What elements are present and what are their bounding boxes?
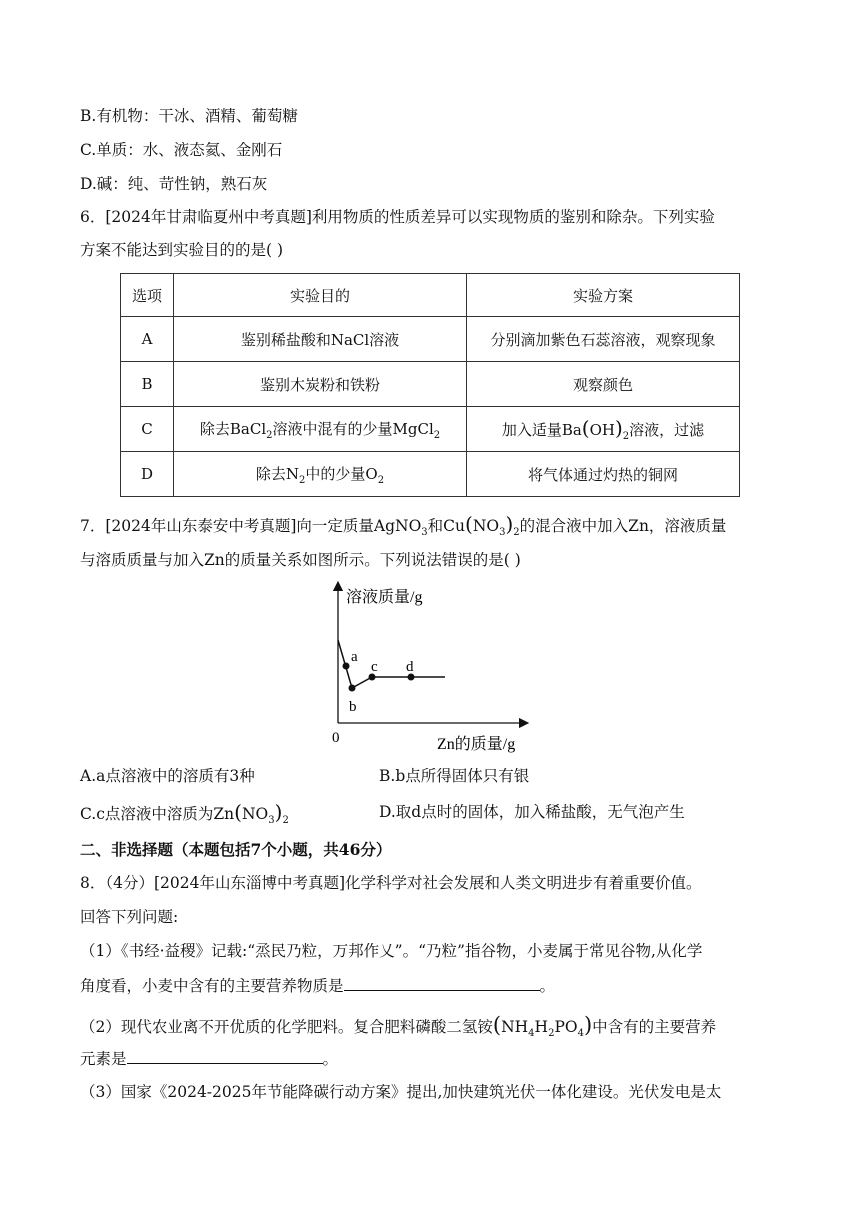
q8-part2-line2 [80, 1048, 338, 1069]
y-axis-label: 溶液质量/g [346, 589, 423, 606]
subscript: 3 [499, 527, 506, 539]
table-cell: 鉴别木炭粉和铁粉 [174, 362, 467, 407]
option-q7-c: C.c点溶液中溶质为$Zn(NO_3)_2$ [80, 800, 289, 827]
table-row [121, 362, 740, 407]
table-header: 实验目的 [174, 274, 467, 317]
q8-part1-line2 [80, 975, 555, 996]
q8-stem-line2: 回答下列问题: [80, 908, 179, 926]
option-q7-d: D.取d点时的固体，加入稀盐酸，无气泡产生 [379, 803, 685, 821]
table-header: 实验方案 [467, 274, 740, 317]
stem-text: 和Cu [427, 517, 466, 535]
subscript: 2 [513, 527, 520, 539]
subscript: 2 [282, 815, 289, 827]
table-cell [174, 407, 467, 452]
formula: PO [554, 1018, 578, 1036]
q8-part3-line1: （3）国家《2024-2025年节能降碳行动方案》提出,加快建筑光伏一体化建设。光伏发电是太 [80, 1083, 722, 1101]
table-cell: C [121, 407, 174, 452]
table-cell: 观察颜色 [467, 362, 740, 407]
cell-text: 除去BaCl [199, 419, 267, 438]
answer-blank[interactable] [127, 1048, 323, 1064]
subscript: 2 [548, 1028, 555, 1040]
point-d-label: d [406, 659, 414, 675]
formula: H [534, 1018, 549, 1036]
option-q7-a: A.a点溶液中的溶质有3种 [80, 767, 255, 785]
stem-text: 元素是 [80, 1050, 127, 1068]
table-header: 选项 [121, 274, 174, 317]
stem-text: 中含有的主要营养 [592, 1018, 717, 1036]
section-heading: 二、非选择题（本题包括7个小题，共46分） [80, 840, 392, 859]
option-q5-b: B.有机物：干冰、酒精、葡萄糖 [80, 107, 298, 125]
table-cell: 加入适量$Ba(OH)_2$溶液，过滤 [467, 407, 740, 452]
table-cell: D [121, 452, 174, 497]
cell-text: 溶液中混有的少量MgCl [272, 419, 434, 438]
cell-text: OH [589, 421, 615, 439]
subscript: 3 [421, 527, 428, 539]
table-cell: 分别滴加紫色石蕊溶液，观察现象 [467, 317, 740, 362]
table-row [121, 452, 740, 497]
table-cell [174, 452, 467, 497]
stem-text: 的混合液中加入Zn，溶液质量 [519, 517, 727, 535]
option-q7-b: B.b点所得固体只有银 [379, 767, 530, 785]
subscript: 4 [577, 1028, 584, 1040]
point-c-label: c [371, 659, 378, 675]
point-a-label: a [351, 649, 358, 665]
formula: NH [501, 1018, 529, 1036]
stem-text: 7．[2024年山东泰安中考真题]向一定质量AgNO [80, 517, 422, 535]
q7-chart [300, 580, 560, 755]
option-q5-c: C.单质：水、液态氦、金刚石 [80, 141, 283, 159]
option-q5-d: D.碱：纯、苛性钠，熟石灰 [80, 175, 268, 193]
subscript: 2 [299, 474, 306, 486]
subscript: 2 [622, 431, 630, 442]
table-row [121, 317, 740, 362]
stem-text: 角度看，小麦中含有的主要营养物质是 [80, 977, 344, 995]
stem-text: （2）现代农业离不开优质的化学肥料。复合肥料磷酸二氢铵 [80, 1018, 493, 1036]
table-cell: A [121, 317, 174, 362]
x-axis-label: Zn的质量/g [437, 736, 516, 753]
stem-text: 。 [539, 977, 556, 995]
q8-stem-line1: 8．（4分）[2024年山东淄博中考真题]化学科学对社会发展和人类文明进步有着重要价值。 [80, 874, 702, 892]
q8-part2-line1: （2）现代农业离不开优质的化学肥料。复合肥料磷酸二氢铵$(NH_4H_2PO_4)$中含有的主要营养 [80, 1013, 717, 1040]
subscript: 2 [377, 474, 385, 486]
cell-text: 除去N [255, 464, 300, 483]
option-text: NO [241, 805, 269, 823]
point-b [349, 685, 356, 692]
stem-text: NO [472, 517, 500, 535]
table-header-row [121, 274, 740, 317]
subscript: 3 [268, 815, 275, 827]
subscript: 4 [528, 1028, 535, 1040]
subscript: 2 [266, 429, 273, 441]
answer-blank[interactable] [344, 975, 540, 991]
q8-part1-line1: （1）《书经·益稷》记载:“烝民乃粒，万邦作乂”。“乃粒”指谷物，小麦属于常见谷物,从化学 [80, 942, 703, 960]
q7-stem-line2: 与溶质质量与加入Zn的质量关系如图所示。下列说法错误的是( ) [80, 551, 521, 569]
point-b-label: b [349, 699, 357, 715]
q6-stem-line1: 6．[2024年甘肃临夏州中考真题]利用物质的性质差异可以实现物质的鉴别和除杂。下列实验 [80, 208, 715, 226]
q6-stem-line2: 方案不能达到实验目的的是( ) [80, 241, 284, 259]
cell-text: 中的少量O [305, 464, 378, 483]
table-row [121, 407, 740, 452]
stem-text: 。 [322, 1050, 339, 1068]
table-cell: 鉴别稀盐酸和NaCl溶液 [174, 317, 467, 362]
origin-label: 0 [332, 730, 340, 746]
cell-text: 溶液，过滤 [629, 421, 705, 439]
cell-text: 加入适量Ba [501, 421, 582, 439]
option-text: C.c点溶液中溶质为Zn [80, 805, 235, 823]
subscript: 2 [433, 429, 441, 441]
q6-table [120, 273, 740, 497]
q7-stem-line1: 7．[2024年山东泰安中考真题]向一定质量AgNO$_3$和$Cu(NO_3)_2$的混合液中加入Zn，溶液质量 [80, 512, 727, 539]
table-cell: B [121, 362, 174, 407]
table-cell: 将气体通过灼热的铜网 [467, 452, 740, 497]
point-a [343, 663, 350, 670]
